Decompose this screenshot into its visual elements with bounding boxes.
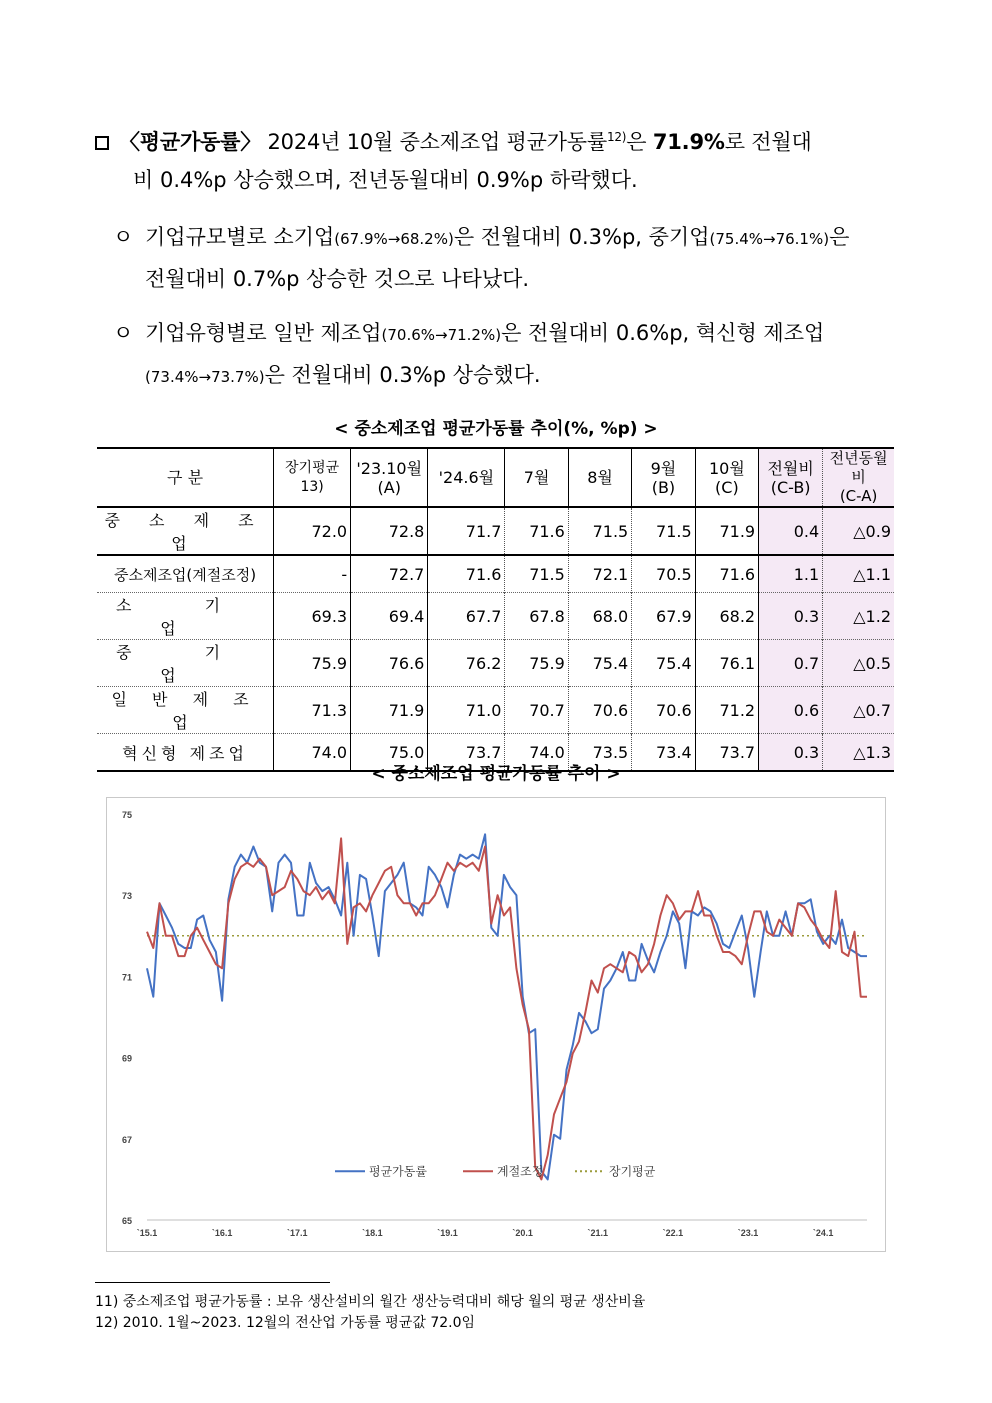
cell-value: 67.8 xyxy=(505,593,568,640)
row-label: 중소제조업(계절조정) xyxy=(113,565,257,584)
cell-value: 0.6 xyxy=(759,687,823,734)
cell-value: 75.9 xyxy=(505,640,568,687)
row-label: 중 소 제 조 업 xyxy=(104,511,266,553)
main-paragraph-line-2: 비 0.4%p 상승했으며, 전년동월대비 0.9%p 하락했다. xyxy=(133,168,638,192)
cell-value: 74.0 xyxy=(274,734,351,772)
bullet-type-small-a: (70.6%→71.2%) xyxy=(381,326,502,344)
cell-value: 71.6 xyxy=(505,507,568,555)
header-2310: '23.10월 (A) xyxy=(351,448,428,507)
cell-value: 71.5 xyxy=(632,507,695,555)
x-tick-label: `15.1 xyxy=(136,1228,158,1238)
row-total xyxy=(97,507,894,555)
cell-value: 70.6 xyxy=(632,687,695,734)
circle-bullet-icon: ㅇ xyxy=(113,321,134,345)
row-label: 소 기 업 xyxy=(116,596,255,638)
cell-value: 70.7 xyxy=(505,687,568,734)
x-tick-label: `20.1 xyxy=(512,1228,533,1238)
cell-value: 73.7 xyxy=(428,734,505,772)
cell-value: 73.5 xyxy=(568,734,631,772)
cell-value: 72.1 xyxy=(568,555,631,593)
cell-value: 68.2 xyxy=(695,593,758,640)
header-long-avg: 장기평균13) xyxy=(274,448,351,507)
cell-value: 72.7 xyxy=(351,555,428,593)
cell-value: 0.7 xyxy=(759,640,823,687)
bullet-size-line-2: 전월대비 0.7%p 상승한 것으로 나타났다. xyxy=(145,267,530,291)
y-tick-label: 71 xyxy=(121,972,133,983)
bullet-type xyxy=(113,313,898,397)
cell-value: 75.9 xyxy=(274,640,351,687)
x-tick-label: `23.1 xyxy=(737,1228,759,1238)
cell-value: 73.7 xyxy=(695,734,758,772)
cell-value: 0.3 xyxy=(759,734,823,772)
main-text-b: 은 xyxy=(626,130,653,154)
bullet-size-text-a: 기업규모별로 소기업 xyxy=(145,225,335,249)
cell-value: 74.0 xyxy=(505,734,568,772)
x-tick-label: `19.1 xyxy=(437,1228,458,1238)
bullet-size-small-a: (67.9%→68.2%) xyxy=(334,230,454,248)
row-label: 혁신형 제조업 xyxy=(122,743,248,763)
cell-value: △1.3 xyxy=(823,734,894,772)
cell-value: 76.2 xyxy=(428,640,505,687)
x-tick-label: `16.1 xyxy=(211,1228,233,1238)
header-2406: '24.6월 xyxy=(428,448,505,507)
header-oct: 10월 (C) xyxy=(695,448,758,507)
main-highlight-value: 71.9% xyxy=(652,130,725,154)
bullet-size xyxy=(113,217,898,299)
circle-bullet-icon: ㅇ xyxy=(113,225,134,249)
cell-value: 76.1 xyxy=(695,640,758,687)
cell-value: 70.6 xyxy=(568,687,631,734)
cell-value: 72.8 xyxy=(351,507,428,555)
bullet-type-text-a: 기업유형별로 일반 제조업 xyxy=(145,321,382,345)
x-tick-label: `18.1 xyxy=(362,1228,383,1238)
cell-value: 71.6 xyxy=(428,555,505,593)
bullet-size-small-b: (75.4%→76.1%) xyxy=(709,230,830,248)
cell-value: 71.9 xyxy=(351,687,428,734)
header-mom: 전월비 (C-B) xyxy=(759,448,823,507)
cell-value: 71.6 xyxy=(695,555,758,593)
y-tick-label: 75 xyxy=(121,810,133,820)
row-general xyxy=(97,687,894,734)
cell-value: 71.7 xyxy=(428,507,505,555)
footnote-ref-12: 12) xyxy=(606,130,627,144)
cell-value: 1.1 xyxy=(759,555,823,593)
cell-value: 67.7 xyxy=(428,593,505,640)
cell-value: 71.0 xyxy=(428,687,505,734)
cell-value: 69.4 xyxy=(351,593,428,640)
main-paragraph xyxy=(95,118,895,199)
legend-seasonal-label: 계절조정 xyxy=(497,1164,544,1179)
utilization-line-chart xyxy=(107,798,885,1251)
cell-value: △1.2 xyxy=(823,593,894,640)
x-tick-label: `21.1 xyxy=(587,1228,609,1238)
table-caption: < 중소제조업 평균가동률 추이(%, %p) > xyxy=(334,419,658,439)
footnote-divider xyxy=(95,1282,330,1283)
cell-value: 73.4 xyxy=(632,734,695,772)
bullet-size-text-b: 은 전월대비 0.3%p, 중기업 xyxy=(453,225,710,249)
cell-value: 71.3 xyxy=(274,687,351,734)
footnote-12: 12) 2010. 1월~2023. 12월의 전산업 가동률 평균값 72.0임 xyxy=(95,1315,476,1331)
cell-value: 75.0 xyxy=(351,734,428,772)
cell-value: △0.7 xyxy=(823,687,894,734)
legend-avg-utilization-label: 평균가동률 xyxy=(369,1164,427,1179)
chart-caption: < 중소제조업 평균가동률 추이 > xyxy=(371,764,621,784)
cell-value: 75.4 xyxy=(568,640,631,687)
cell-value: △0.9 xyxy=(823,507,894,555)
legend-long-avg-label: 장기평균 xyxy=(609,1164,656,1179)
row-label: 중 기 업 xyxy=(116,643,255,685)
cell-value: 70.5 xyxy=(632,555,695,593)
header-jul: 7월 xyxy=(505,448,568,507)
x-tick-label: `17.1 xyxy=(287,1228,308,1238)
y-tick-label: 73 xyxy=(121,891,133,902)
bullet-type-small-b: (73.4%→73.7%) xyxy=(145,368,265,386)
bullet-size-text-c: 은 xyxy=(829,225,850,249)
cell-value: - xyxy=(274,555,351,593)
cell-value: 71.5 xyxy=(505,555,568,593)
cell-value: 0.3 xyxy=(759,593,823,640)
utilization-table xyxy=(97,447,894,772)
main-text-a: 2024년 10월 중소제조업 평균가동률 xyxy=(261,130,607,154)
footnote-11: 11) 중소제조업 평균가동률 : 보유 생산설비의 월간 생산능력대비 해당 월의 평균 생산비율 xyxy=(95,1294,646,1310)
series-avg-utilization-line xyxy=(147,834,867,1179)
table-header-row xyxy=(97,448,894,507)
header-sep: 9월 (B) xyxy=(632,448,695,507)
bullet-type-line-2: 은 전월대비 0.3%p 상승했다. xyxy=(264,363,541,387)
cell-value: 67.9 xyxy=(632,593,695,640)
cell-value: 71.5 xyxy=(568,507,631,555)
row-medium xyxy=(97,640,894,687)
cell-value: 71.9 xyxy=(695,507,758,555)
bullet-type-text-b: 은 전월대비 0.6%p, 혁신형 제조업 xyxy=(501,321,825,345)
header-aug: 8월 xyxy=(568,448,631,507)
series-seasonal-line xyxy=(147,838,867,1179)
cell-value: △1.1 xyxy=(823,555,894,593)
header-category: 구 분 xyxy=(97,448,274,507)
y-tick-label: 69 xyxy=(121,1053,133,1064)
cell-value: 69.3 xyxy=(274,593,351,640)
row-seasonal xyxy=(97,555,894,593)
cell-value: 71.2 xyxy=(695,687,758,734)
square-bullet-icon xyxy=(95,136,109,150)
cell-value: △0.5 xyxy=(823,640,894,687)
row-small xyxy=(97,593,894,640)
cell-value: 76.6 xyxy=(351,640,428,687)
main-text-c: 로 전월대 xyxy=(724,130,812,154)
cell-value: 68.0 xyxy=(568,593,631,640)
header-yoy: 전년동월비 (C-A) xyxy=(823,448,894,507)
cell-value: 75.4 xyxy=(632,640,695,687)
cell-value: 72.0 xyxy=(274,507,351,555)
cell-value: 0.4 xyxy=(759,507,823,555)
chart-container xyxy=(106,797,886,1252)
row-label: 일 반 제 조 업 xyxy=(111,690,259,732)
section-heading: 〈평균가동률〉 xyxy=(119,130,262,154)
x-tick-label: `22.1 xyxy=(662,1228,684,1238)
x-tick-label: `24.1 xyxy=(812,1228,834,1238)
main-paragraph-line-1 xyxy=(95,118,895,161)
y-tick-label: 67 xyxy=(121,1134,133,1145)
y-tick-label: 65 xyxy=(121,1216,133,1226)
